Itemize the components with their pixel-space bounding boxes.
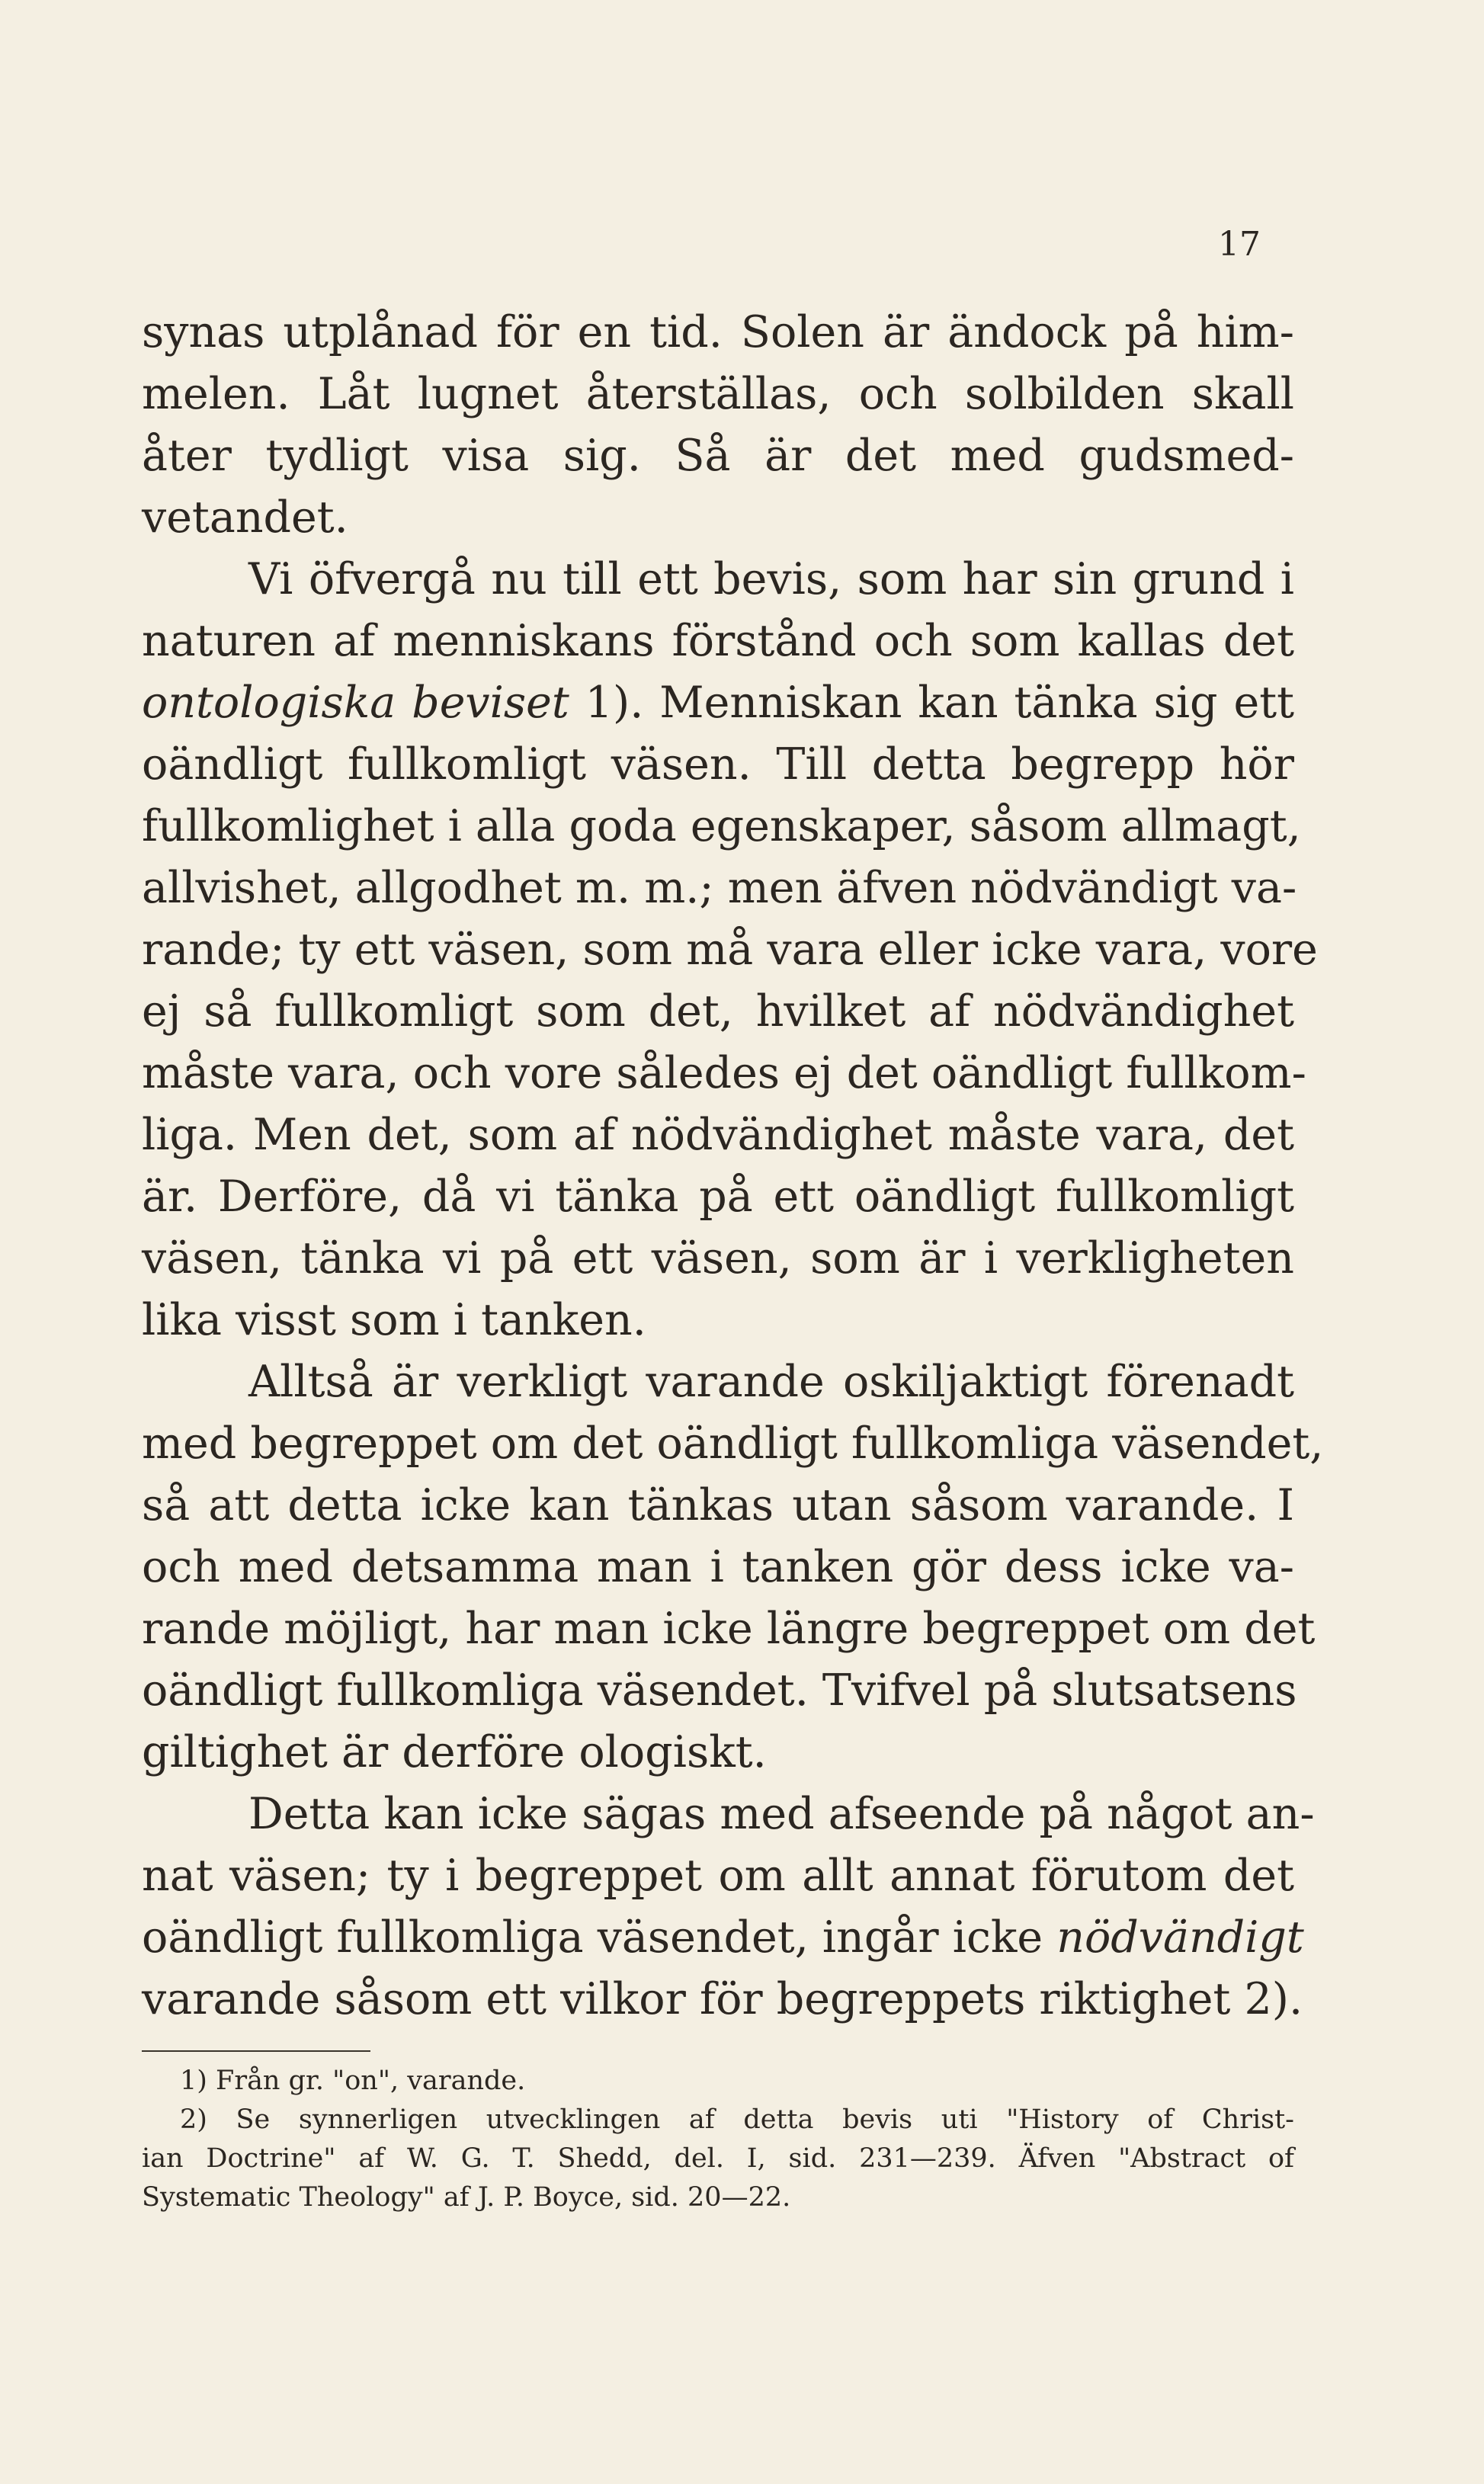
italic-term: nödvändigt — [1056, 1912, 1304, 1963]
footnote-line: ian Doctrine" af W. G. T. Shedd, del. I, sid. 231—239. Äfven "Abstract of — [142, 2143, 1294, 2174]
text-line: är. Derföre, då vi tänka på ett oändligt fullkomligt — [142, 1171, 1294, 1222]
text-line: Vi öfvergå nu till ett bevis, som har sin grund i — [248, 554, 1294, 604]
text-line: varande såsom ett vilkor för begreppets riktighet 2). — [142, 1974, 1303, 2024]
text-line — [142, 1910, 1304, 1965]
text-line: lika visst som i tanken. — [142, 1295, 646, 1345]
footnote-line: Systematic Theology" af J. P. Boyce, sid. 20—22. — [142, 2182, 791, 2213]
text-line: och med detsamma man i tanken gör dess icke va- — [142, 1542, 1294, 1592]
italic-term: ontologiska beviset — [142, 678, 569, 728]
text-line: Alltså är verkligt varande oskiljaktigt förenadt — [248, 1357, 1294, 1407]
text-line: åter tydligt visa sig. Så är det med gudsmed- — [142, 431, 1294, 481]
footnote-line: 1) Från gr. "on", varande. — [180, 2066, 526, 2096]
text-line: rande möjligt, har man icke längre begreppet om det — [142, 1604, 1316, 1654]
text-line: naturen af menniskans förstånd och som kallas det — [142, 616, 1294, 666]
text-line: giltighet är derföre ologiskt. — [142, 1727, 767, 1777]
text-line — [142, 675, 1294, 730]
footnote-line: 2) Se synnerligen utvecklingen af detta bevis uti "History of Christ- — [180, 2104, 1294, 2135]
text-span: oändligt fullkomliga väsendet, ingår icke — [142, 1912, 1043, 1963]
text-line: liga. Men det, som af nödvändighet måste vara, det — [142, 1110, 1294, 1160]
text-line: rande; ty ett väsen, som må vara eller icke vara, vore — [142, 925, 1318, 975]
text-line: Detta kan icke sägas med afseende på något an- — [248, 1789, 1315, 1839]
text-line: vetandet. — [142, 492, 348, 543]
text-line: melen. Låt lugnet återställas, och solbilden skall — [142, 369, 1294, 419]
text-line: synas utplånad för en tid. Solen är ändock på him- — [142, 307, 1294, 357]
text-line: fullkomlighet i alla goda egenskaper, såsom allmagt, — [142, 801, 1301, 851]
text-line: väsen, tänka vi på ett väsen, som är i verkligheten — [142, 1233, 1294, 1284]
text-line: ej så fullkomligt som det, hvilket af nödvändighet — [142, 986, 1294, 1037]
text-span: 1). Menniskan kan tänka sig ett — [569, 678, 1295, 728]
footnote-rule — [142, 2050, 370, 2052]
text-line: nat väsen; ty i begreppet om allt annat förutom det — [142, 1851, 1294, 1901]
text-line: så att detta icke kan tänkas utan såsom varande. I — [142, 1480, 1294, 1530]
text-line: måste vara, och vore således ej det oändligt fullkom- — [142, 1048, 1306, 1098]
text-line: allvishet, allgodhet m. m.; men äfven nödvändigt va- — [142, 863, 1297, 913]
page-number: 17 — [1218, 225, 1261, 264]
text-line: med begreppet om det oändligt fullkomliga väsendet, — [142, 1418, 1324, 1469]
text-line: oändligt fullkomliga väsendet. Tvifvel på slutsatsens — [142, 1665, 1297, 1716]
text-line: oändligt fullkomligt väsen. Till detta begrepp hör — [142, 739, 1294, 790]
